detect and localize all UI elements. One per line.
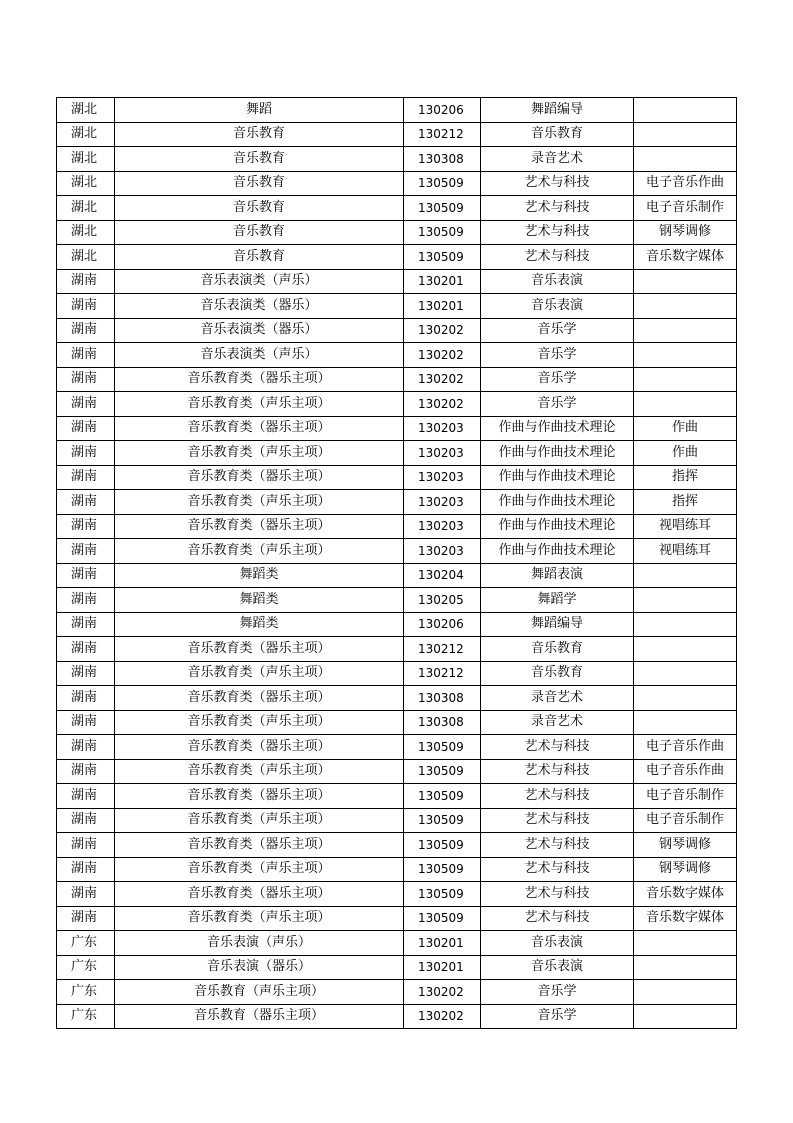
table-row <box>57 735 737 760</box>
major-code-cell: 130203 <box>404 490 481 515</box>
table-row <box>57 245 737 270</box>
province-cell: 湖北 <box>57 171 115 196</box>
table-row <box>57 955 737 980</box>
major-code-cell: 130308 <box>404 686 481 711</box>
direction-cell <box>634 637 737 662</box>
exam-category-cell: 音乐教育类（器乐主项） <box>115 833 404 858</box>
province-cell: 湖南 <box>57 661 115 686</box>
table-row <box>57 294 737 319</box>
major-code-cell: 130509 <box>404 808 481 833</box>
major-code-cell: 130509 <box>404 784 481 809</box>
direction-cell <box>634 343 737 368</box>
province-cell: 湖北 <box>57 220 115 245</box>
exam-category-cell: 音乐教育类（声乐主项） <box>115 661 404 686</box>
direction-cell: 视唱练耳 <box>634 539 737 564</box>
table-row <box>57 759 737 784</box>
exam-category-cell: 音乐教育类（声乐主项） <box>115 392 404 417</box>
direction-cell <box>634 147 737 172</box>
major-name-cell: 录音艺术 <box>481 686 634 711</box>
major-code-cell: 130212 <box>404 637 481 662</box>
major-code-cell: 130509 <box>404 906 481 931</box>
province-cell: 湖南 <box>57 514 115 539</box>
major-name-cell: 艺术与科技 <box>481 808 634 833</box>
direction-cell: 视唱练耳 <box>634 514 737 539</box>
exam-category-cell: 音乐教育类（器乐主项） <box>115 465 404 490</box>
table-row <box>57 416 737 441</box>
major-code-cell: 130203 <box>404 539 481 564</box>
major-code-cell: 130205 <box>404 588 481 613</box>
major-name-cell: 艺术与科技 <box>481 759 634 784</box>
major-code-cell: 130206 <box>404 612 481 637</box>
major-code-cell: 130203 <box>404 416 481 441</box>
direction-cell: 音乐数字媒体 <box>634 882 737 907</box>
exam-category-cell: 音乐教育类（声乐主项） <box>115 441 404 466</box>
major-name-cell: 音乐教育 <box>481 661 634 686</box>
direction-cell: 电子音乐制作 <box>634 196 737 221</box>
province-cell: 湖南 <box>57 318 115 343</box>
table-row <box>57 490 737 515</box>
province-cell: 湖南 <box>57 539 115 564</box>
direction-cell <box>634 122 737 147</box>
exam-category-cell: 音乐教育类（器乐主项） <box>115 686 404 711</box>
exam-category-cell: 音乐表演类（器乐） <box>115 294 404 319</box>
table-row <box>57 269 737 294</box>
table-row <box>57 196 737 221</box>
major-name-cell: 录音艺术 <box>481 147 634 172</box>
table-row <box>57 514 737 539</box>
table-row <box>57 980 737 1005</box>
table-row <box>57 833 737 858</box>
major-name-cell: 舞蹈表演 <box>481 563 634 588</box>
table-row <box>57 882 737 907</box>
direction-cell <box>634 563 737 588</box>
major-name-cell: 音乐学 <box>481 980 634 1005</box>
table-row <box>57 392 737 417</box>
exam-category-cell: 音乐表演类（器乐） <box>115 318 404 343</box>
table-row <box>57 441 737 466</box>
exam-category-cell: 音乐教育类（器乐主项） <box>115 637 404 662</box>
exam-category-cell: 音乐教育类（声乐主项） <box>115 490 404 515</box>
major-code-cell: 130212 <box>404 122 481 147</box>
direction-cell: 钢琴调修 <box>634 857 737 882</box>
direction-cell: 指挥 <box>634 465 737 490</box>
major-code-cell: 130202 <box>404 1004 481 1029</box>
major-name-cell: 音乐表演 <box>481 269 634 294</box>
direction-cell <box>634 661 737 686</box>
major-name-cell: 作曲与作曲技术理论 <box>481 416 634 441</box>
exam-category-cell: 音乐教育类（声乐主项） <box>115 857 404 882</box>
major-code-cell: 130202 <box>404 343 481 368</box>
province-cell: 湖北 <box>57 245 115 270</box>
province-cell: 湖南 <box>57 686 115 711</box>
major-code-cell: 130509 <box>404 245 481 270</box>
province-cell: 湖南 <box>57 465 115 490</box>
major-name-cell: 音乐表演 <box>481 931 634 956</box>
exam-category-cell: 音乐教育类（声乐主项） <box>115 808 404 833</box>
major-code-cell: 130509 <box>404 833 481 858</box>
major-name-cell: 音乐学 <box>481 318 634 343</box>
exam-category-cell: 音乐教育（器乐主项） <box>115 1004 404 1029</box>
direction-cell: 作曲 <box>634 416 737 441</box>
table-row <box>57 808 737 833</box>
major-name-cell: 艺术与科技 <box>481 735 634 760</box>
major-code-cell: 130509 <box>404 857 481 882</box>
major-name-cell: 舞蹈编导 <box>481 612 634 637</box>
exam-category-cell: 音乐教育类（器乐主项） <box>115 784 404 809</box>
exam-category-cell: 舞蹈类 <box>115 588 404 613</box>
province-cell: 湖南 <box>57 367 115 392</box>
table-row <box>57 588 737 613</box>
major-code-cell: 130509 <box>404 196 481 221</box>
province-cell: 湖北 <box>57 147 115 172</box>
direction-cell: 音乐数字媒体 <box>634 906 737 931</box>
province-cell: 湖北 <box>57 122 115 147</box>
direction-cell <box>634 1004 737 1029</box>
direction-cell: 音乐数字媒体 <box>634 245 737 270</box>
table-row <box>57 220 737 245</box>
direction-cell <box>634 955 737 980</box>
exam-category-cell: 音乐教育 <box>115 196 404 221</box>
direction-cell: 电子音乐作曲 <box>634 759 737 784</box>
table-row <box>57 563 737 588</box>
major-code-cell: 130201 <box>404 931 481 956</box>
table-row <box>57 661 737 686</box>
province-cell: 湖南 <box>57 882 115 907</box>
major-code-cell: 130201 <box>404 294 481 319</box>
direction-cell <box>634 392 737 417</box>
major-code-cell: 130201 <box>404 269 481 294</box>
direction-cell: 作曲 <box>634 441 737 466</box>
major-name-cell: 艺术与科技 <box>481 882 634 907</box>
major-name-cell: 艺术与科技 <box>481 171 634 196</box>
table-row <box>57 147 737 172</box>
province-cell: 湖南 <box>57 343 115 368</box>
province-cell: 广东 <box>57 1004 115 1029</box>
major-name-cell: 作曲与作曲技术理论 <box>481 539 634 564</box>
major-code-cell: 130204 <box>404 563 481 588</box>
exam-category-cell: 音乐教育类（器乐主项） <box>115 735 404 760</box>
province-cell: 湖南 <box>57 588 115 613</box>
major-name-cell: 音乐表演 <box>481 955 634 980</box>
province-cell: 湖南 <box>57 857 115 882</box>
exam-category-cell: 舞蹈 <box>115 98 404 123</box>
major-code-cell: 130509 <box>404 759 481 784</box>
province-cell: 湖南 <box>57 416 115 441</box>
direction-cell: 电子音乐制作 <box>634 808 737 833</box>
exam-category-cell: 音乐教育（声乐主项） <box>115 980 404 1005</box>
exam-category-cell: 音乐教育类（器乐主项） <box>115 514 404 539</box>
major-name-cell: 作曲与作曲技术理论 <box>481 441 634 466</box>
major-name-cell: 舞蹈学 <box>481 588 634 613</box>
exam-category-cell: 音乐教育 <box>115 245 404 270</box>
major-name-cell: 艺术与科技 <box>481 196 634 221</box>
major-code-cell: 130201 <box>404 955 481 980</box>
direction-cell <box>634 318 737 343</box>
table-row <box>57 318 737 343</box>
major-name-cell: 音乐学 <box>481 343 634 368</box>
table-row <box>57 465 737 490</box>
exam-category-cell: 音乐教育类（器乐主项） <box>115 416 404 441</box>
major-name-cell: 作曲与作曲技术理论 <box>481 490 634 515</box>
exam-category-cell: 音乐教育类（声乐主项） <box>115 710 404 735</box>
major-code-cell: 130202 <box>404 980 481 1005</box>
major-code-cell: 130509 <box>404 171 481 196</box>
exam-category-cell: 舞蹈类 <box>115 612 404 637</box>
direction-cell <box>634 588 737 613</box>
major-name-cell: 艺术与科技 <box>481 857 634 882</box>
direction-cell: 指挥 <box>634 490 737 515</box>
major-name-cell: 艺术与科技 <box>481 245 634 270</box>
major-name-cell: 舞蹈编导 <box>481 98 634 123</box>
table-row <box>57 343 737 368</box>
direction-cell <box>634 98 737 123</box>
direction-cell: 钢琴调修 <box>634 220 737 245</box>
direction-cell <box>634 980 737 1005</box>
major-name-cell: 艺术与科技 <box>481 220 634 245</box>
direction-cell: 电子音乐制作 <box>634 784 737 809</box>
major-name-cell: 艺术与科技 <box>481 784 634 809</box>
province-cell: 湖北 <box>57 98 115 123</box>
table-row <box>57 122 737 147</box>
exam-category-cell: 音乐教育 <box>115 147 404 172</box>
table-row <box>57 539 737 564</box>
major-name-cell: 音乐教育 <box>481 637 634 662</box>
table-row <box>57 1004 737 1029</box>
exam-category-cell: 音乐教育类（器乐主项） <box>115 882 404 907</box>
province-cell: 湖南 <box>57 294 115 319</box>
province-cell: 湖南 <box>57 759 115 784</box>
major-code-cell: 130202 <box>404 318 481 343</box>
major-code-cell: 130206 <box>404 98 481 123</box>
major-name-cell: 音乐学 <box>481 392 634 417</box>
table-row <box>57 710 737 735</box>
province-cell: 湖南 <box>57 269 115 294</box>
major-code-cell: 130203 <box>404 514 481 539</box>
province-cell: 湖南 <box>57 612 115 637</box>
exam-category-cell: 音乐教育类（声乐主项） <box>115 539 404 564</box>
province-cell: 湖南 <box>57 392 115 417</box>
province-cell: 广东 <box>57 980 115 1005</box>
exam-category-cell: 音乐教育类（声乐主项） <box>115 759 404 784</box>
table-body <box>57 98 737 1029</box>
exam-category-cell: 音乐表演（器乐） <box>115 955 404 980</box>
exam-category-cell: 音乐表演类（声乐） <box>115 343 404 368</box>
major-code-cell: 130509 <box>404 882 481 907</box>
major-name-cell: 录音艺术 <box>481 710 634 735</box>
table-row <box>57 686 737 711</box>
exam-category-cell: 音乐教育 <box>115 122 404 147</box>
province-cell: 湖北 <box>57 196 115 221</box>
major-code-cell: 130203 <box>404 441 481 466</box>
exam-category-cell: 音乐表演（声乐） <box>115 931 404 956</box>
table-row <box>57 367 737 392</box>
major-name-cell: 音乐学 <box>481 1004 634 1029</box>
table-row <box>57 98 737 123</box>
major-code-cell: 130308 <box>404 710 481 735</box>
exam-category-cell: 音乐教育类（器乐主项） <box>115 367 404 392</box>
exam-category-cell: 音乐表演类（声乐） <box>115 269 404 294</box>
exam-category-cell: 音乐教育 <box>115 220 404 245</box>
province-cell: 湖南 <box>57 637 115 662</box>
direction-cell <box>634 367 737 392</box>
major-code-cell: 130308 <box>404 147 481 172</box>
province-cell: 湖南 <box>57 906 115 931</box>
major-code-cell: 130203 <box>404 465 481 490</box>
direction-cell <box>634 269 737 294</box>
major-table <box>56 97 737 1029</box>
province-cell: 广东 <box>57 955 115 980</box>
table-row <box>57 637 737 662</box>
direction-cell <box>634 612 737 637</box>
exam-category-cell: 音乐教育类（声乐主项） <box>115 906 404 931</box>
major-code-cell: 130202 <box>404 392 481 417</box>
direction-cell <box>634 710 737 735</box>
table-row <box>57 171 737 196</box>
major-code-cell: 130509 <box>404 220 481 245</box>
major-name-cell: 音乐表演 <box>481 294 634 319</box>
table-row <box>57 857 737 882</box>
province-cell: 湖南 <box>57 710 115 735</box>
province-cell: 广东 <box>57 931 115 956</box>
direction-cell <box>634 931 737 956</box>
major-name-cell: 艺术与科技 <box>481 906 634 931</box>
province-cell: 湖南 <box>57 833 115 858</box>
province-cell: 湖南 <box>57 735 115 760</box>
major-name-cell: 作曲与作曲技术理论 <box>481 465 634 490</box>
major-name-cell: 音乐学 <box>481 367 634 392</box>
major-name-cell: 作曲与作曲技术理论 <box>481 514 634 539</box>
table-row <box>57 906 737 931</box>
major-name-cell: 艺术与科技 <box>481 833 634 858</box>
direction-cell <box>634 294 737 319</box>
exam-category-cell: 舞蹈类 <box>115 563 404 588</box>
province-cell: 湖南 <box>57 784 115 809</box>
direction-cell <box>634 686 737 711</box>
table-row <box>57 784 737 809</box>
table-row <box>57 612 737 637</box>
major-code-cell: 130202 <box>404 367 481 392</box>
major-code-cell: 130509 <box>404 735 481 760</box>
province-cell: 湖南 <box>57 441 115 466</box>
province-cell: 湖南 <box>57 563 115 588</box>
direction-cell: 钢琴调修 <box>634 833 737 858</box>
province-cell: 湖南 <box>57 808 115 833</box>
direction-cell: 电子音乐作曲 <box>634 735 737 760</box>
province-cell: 湖南 <box>57 490 115 515</box>
major-name-cell: 音乐教育 <box>481 122 634 147</box>
major-code-cell: 130212 <box>404 661 481 686</box>
table-row <box>57 931 737 956</box>
exam-category-cell: 音乐教育 <box>115 171 404 196</box>
direction-cell: 电子音乐作曲 <box>634 171 737 196</box>
